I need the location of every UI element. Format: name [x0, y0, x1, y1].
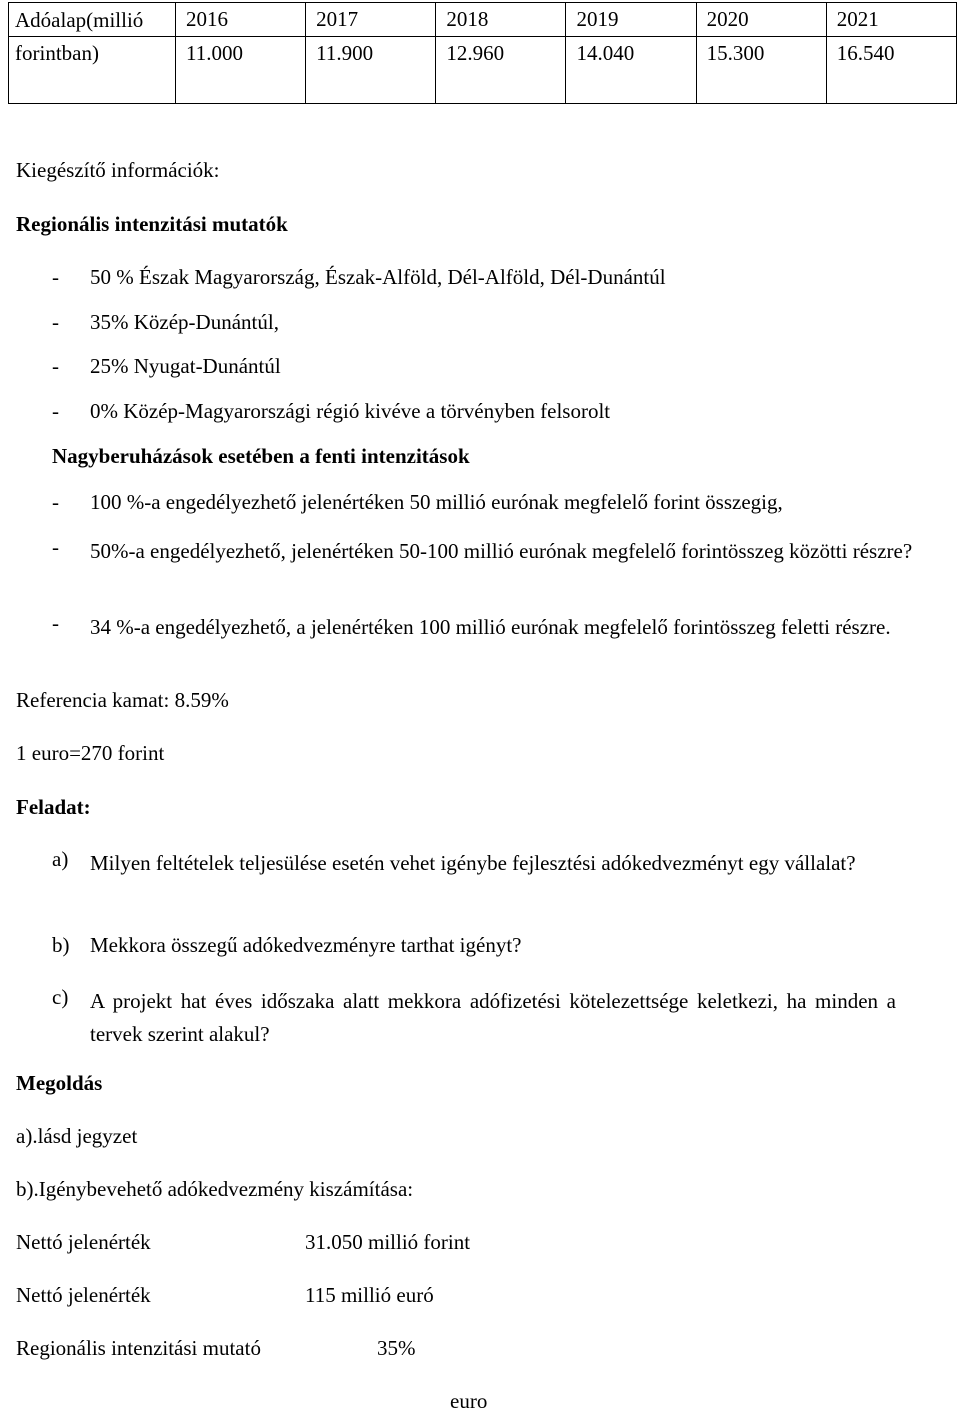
- regional-item: 25% Nyugat-Dunántúl: [90, 354, 281, 378]
- npv-forint-label: Nettó jelenérték: [16, 1230, 151, 1254]
- exchange-rate: 1 euro=270 forint: [16, 741, 165, 765]
- bottom-unit: euro: [450, 1389, 488, 1413]
- regional-indicator-label: Regionális intenzitási mutató: [16, 1336, 261, 1360]
- solution-b: b).Igénybevehető adókedvezmény kiszámítása:: [16, 1177, 414, 1201]
- npv-euro-label: Nettó jelenérték: [16, 1283, 151, 1307]
- table-value-cell: 11.900: [306, 37, 436, 104]
- task-item: A projekt hat éves időszaka alatt mekkora adófizetési kötelezettsége keletkezi, ha minden a tervek szerint alakul?: [90, 989, 896, 1046]
- table-value-cell: 12.960: [436, 37, 566, 104]
- solution-heading: Megoldás: [16, 1071, 103, 1095]
- table-year-cell: 2016: [176, 3, 306, 37]
- table-year-cell: 2018: [436, 3, 566, 37]
- regional-item: 50 % Észak Magyarország, Észak-Alföld, Dél-Alföld, Dél-Dunántúl: [90, 265, 666, 289]
- list-dash: -: [52, 490, 59, 514]
- large-investment-heading: Nagyberuházások esetében a fenti intenzitások: [52, 444, 470, 468]
- table-row-label: Adóalap(millió forintban): [9, 4, 176, 71]
- task-item: Milyen feltételek teljesülése esetén vehet igénybe fejlesztési adókedvezményt egy vállalat?: [90, 851, 856, 875]
- list-dash: -: [52, 535, 59, 559]
- table-year-cell: 2019: [566, 3, 696, 37]
- tax-base-table: [8, 2, 957, 104]
- task-heading: Feladat:: [16, 795, 91, 819]
- task-item: Mekkora összegű adókedvezményre tarthat igényt?: [90, 933, 522, 957]
- large-item: 100 %-a engedélyezhető jelenértéken 50 millió eurónak megfelelő forint összegig,: [90, 490, 783, 514]
- table-value-cell: 16.540: [826, 37, 956, 104]
- table-year-cell: 2020: [696, 3, 826, 37]
- task-marker: b): [52, 933, 70, 957]
- regional-item: 35% Közép-Dunántúl,: [90, 310, 279, 334]
- reference-rate: Referencia kamat: 8.59%: [16, 688, 229, 712]
- table-value-cell: 11.000: [176, 37, 306, 104]
- list-dash: -: [52, 354, 59, 378]
- solution-a: a).lásd jegyzet: [16, 1124, 138, 1148]
- list-dash: -: [52, 265, 59, 289]
- large-item: 34 %-a engedélyezhető, a jelenértéken 100 millió eurónak megfelelő forintösszeg feletti részre.: [90, 615, 891, 639]
- npv-euro-value: 115 millió euró: [305, 1283, 434, 1307]
- table-year-cell: 2021: [826, 3, 956, 37]
- list-dash: -: [52, 399, 59, 423]
- task-marker: a): [52, 847, 69, 871]
- large-item: 50%-a engedélyezhető, jelenértéken 50-100 millió eurónak megfelelő forintösszeg közötti részre?: [90, 539, 913, 563]
- table-year-cell: 2017: [306, 3, 436, 37]
- regional-heading: Regionális intenzitási mutatók: [16, 212, 288, 236]
- list-dash: -: [52, 611, 59, 635]
- npv-forint-value: 31.050 millió forint: [305, 1230, 471, 1254]
- table-value-cell: 14.040: [566, 37, 696, 104]
- regional-indicator-value: 35%: [377, 1336, 416, 1360]
- table-value-cell: 15.300: [696, 37, 826, 104]
- table-row: [9, 37, 957, 104]
- task-marker: c): [52, 985, 69, 1009]
- regional-item: 0% Közép-Magyarországi régió kivéve a törvényben felsorolt: [90, 399, 611, 423]
- supplementary-heading: Kiegészítő információk:: [16, 158, 220, 182]
- list-dash: -: [52, 310, 59, 334]
